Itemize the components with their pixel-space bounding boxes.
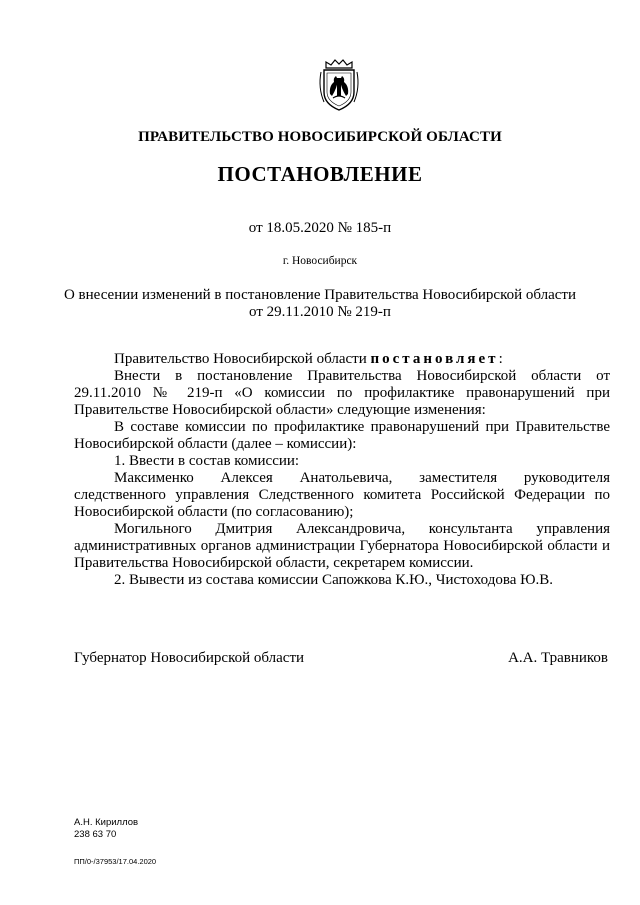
executor-name: А.Н. Кириллов <box>74 817 139 828</box>
paragraph-commission: В составе комиссии по профилактике правонарушений при Правительстве Новосибирской области (далее – комиссии): <box>74 419 610 452</box>
paragraph-item-2: 2. Вывести из состава комиссии Сапожкова К.Ю., Чистоходова Ю.В. <box>114 572 554 588</box>
document-code: ПП/0-/37953/17.04.2020 <box>74 857 157 866</box>
intro-paragraph <box>74 351 610 368</box>
document-city: г. Новосибирск <box>282 255 358 267</box>
document-title <box>0 287 640 321</box>
intro-colon: : <box>498 351 503 367</box>
signatory-position: Губернатор Новосибирской области <box>74 650 305 666</box>
document-type: ПОСТАНОВЛЕНИЕ <box>217 162 423 186</box>
signatory-name: А.А. Травников <box>508 650 608 666</box>
coat-of-arms-emblem <box>316 58 362 112</box>
paragraph-amend: Внести в постановление Правительства Новосибирской области от 29.11.2010 № 219-п «О комиссии по профилактике правонарушений при Правительстве Новосибирской области» следующие изменения: <box>74 368 610 418</box>
intro-decree-word: постановляет <box>370 351 499 367</box>
paragraph-member-maksimenko: Максименко Алексея Анатольевича, заместителя руководителя следственного управления Следственного комитета Российской Федерации по Новосибирской области (по согласованию); <box>74 470 610 520</box>
paragraph-member-mogilny: Могильного Дмитрия Александровича, консультанта управления административных органов администрации Губернатора Новосибирской области и Правительства Новосибирской области, секретарем комиссии. <box>74 521 610 571</box>
organization-name: ПРАВИТЕЛЬСТВО НОВОСИБИРСКОЙ ОБЛАСТИ <box>138 129 502 145</box>
executor-phone: 238 63 70 <box>74 829 117 840</box>
document-body <box>74 351 610 589</box>
intro-text: Правительство Новосибирской области <box>114 351 371 367</box>
paragraph-item-1: 1. Ввести в состав комиссии: <box>114 453 300 469</box>
document-date-number: от 18.05.2020 № 185-п <box>248 220 392 236</box>
title-line-2: от 29.11.2010 № 219-п <box>249 304 391 320</box>
title-line-1: О внесении изменений в постановление Правительства Новосибирской области <box>63 287 577 303</box>
